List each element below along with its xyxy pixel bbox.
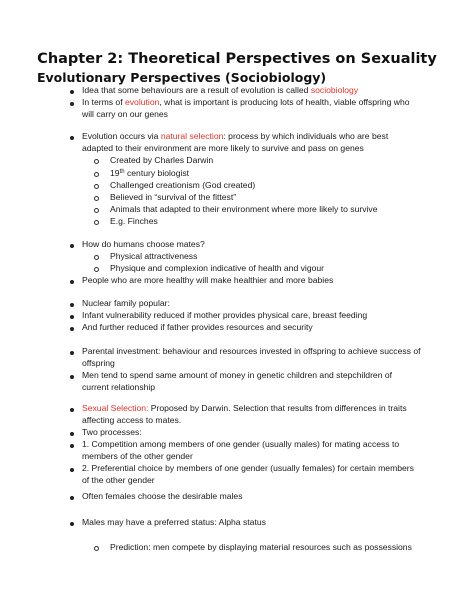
bullet-icon <box>70 136 74 140</box>
item-text: In terms of <box>82 97 125 107</box>
list-item-continuation: of the other gender <box>82 475 155 485</box>
list-item: 1. Competition among members of one gender (usually males) for mating access to <box>82 439 400 449</box>
list-item <box>82 403 407 414</box>
sub-list-item: Physique and complexion indicative of health and vigour <box>110 263 325 273</box>
sub-bullet-icon <box>94 184 99 189</box>
list-item: And further reduced if father provides resources and security <box>82 322 313 332</box>
list-item: Often females choose the desirable males <box>82 491 243 501</box>
bullet-icon <box>70 102 74 106</box>
list-item <box>82 97 410 108</box>
sub-bullet-icon <box>94 159 99 164</box>
list-item-continuation: affecting access to mates. <box>82 415 182 425</box>
sub-bullet-icon <box>94 267 99 272</box>
item-text: , what is important is producing lots of health, viable offspring who <box>159 97 410 107</box>
bullet-icon <box>70 90 74 94</box>
section-heading: Evolutionary Perspectives (Sociobiology) <box>37 70 327 85</box>
bullet-icon <box>70 522 74 526</box>
list-item: People who are more healthy will make healthier and more babies <box>82 275 334 285</box>
page-title: Chapter 2: Theoretical Perspectives on Sexuality <box>37 51 437 67</box>
sub-list-item: Physical attractiveness <box>110 251 198 261</box>
highlight-term: evolution <box>124 97 160 107</box>
bullet-icon <box>70 303 74 307</box>
sub-list-item: E.g. Finches <box>110 216 158 226</box>
list-item: Nuclear family popular: <box>82 298 170 308</box>
list-item-continuation: offspring <box>82 358 115 368</box>
bullet-icon <box>70 496 74 500</box>
highlight-term: Sexual Selection: <box>82 403 149 413</box>
list-item: Parental investment: behaviour and resources invested in offspring to achieve success of <box>82 346 421 356</box>
list-item <box>82 131 388 142</box>
sub-list-item: Created by Charles Darwin <box>110 155 214 165</box>
bullet-icon <box>70 468 74 472</box>
bullet-icon <box>70 327 74 331</box>
list-item: Infant vulnerability reduced if mother provides physical care, breast feeding <box>82 310 368 320</box>
sub-bullet-icon <box>94 208 99 213</box>
sub-bullet-icon <box>94 255 99 260</box>
list-item: Two processes: <box>82 427 142 437</box>
list-item-continuation: current relationship <box>82 382 156 392</box>
highlight-term: sociobiology <box>310 85 359 95</box>
bullet-icon <box>70 244 74 248</box>
list-item: 2. Preferential choice by members of one gender (usually females) for certain members <box>82 463 414 473</box>
bullet-icon <box>70 280 74 284</box>
sub-list-item: Believed in “survival of the fittest” <box>110 192 237 202</box>
list-item-continuation: adapted to their environment are more likely to survive and pass on genes <box>82 143 364 153</box>
bullet-icon <box>70 375 74 379</box>
list-item: How do humans choose mates? <box>82 239 205 249</box>
sub-bullet-icon <box>94 546 99 551</box>
bullet-icon <box>70 432 74 436</box>
sub-bullet-icon <box>94 196 99 201</box>
item-text: Idea that some behaviours are a result of evolution is called <box>82 85 311 95</box>
sub-bullet-icon <box>94 220 99 225</box>
list-item: Males may have a preferred status: Alpha status <box>82 517 266 527</box>
list-item-continuation: members of the other gender <box>82 451 193 461</box>
item-text: Proposed by Darwin. Selection that results from differences in traits <box>148 403 407 413</box>
sub-list-item: Prediction: men compete by displaying material resources such as possessions <box>110 542 412 552</box>
highlight-term: natural selection <box>160 131 224 141</box>
bullet-icon <box>70 351 74 355</box>
bullet-icon <box>70 315 74 319</box>
sub-list-item: Challenged creationism (God created) <box>110 180 256 190</box>
item-text: : process by which individuals who are best <box>223 131 389 141</box>
sub-list-item: Animals that adapted to their environment where more likely to survive <box>110 204 378 214</box>
bullet-icon <box>70 408 74 412</box>
item-text: Evolution occurs via <box>82 131 161 141</box>
bullet-icon <box>70 444 74 448</box>
sub-bullet-icon <box>94 172 99 177</box>
list-item-continuation: will carry on our genes <box>82 109 168 119</box>
list-item: Men tend to spend same amount of money in genetic children and stepchildren of <box>82 370 393 380</box>
list-item <box>82 85 358 96</box>
sub-list-item: 19th century biologist <box>110 168 190 178</box>
